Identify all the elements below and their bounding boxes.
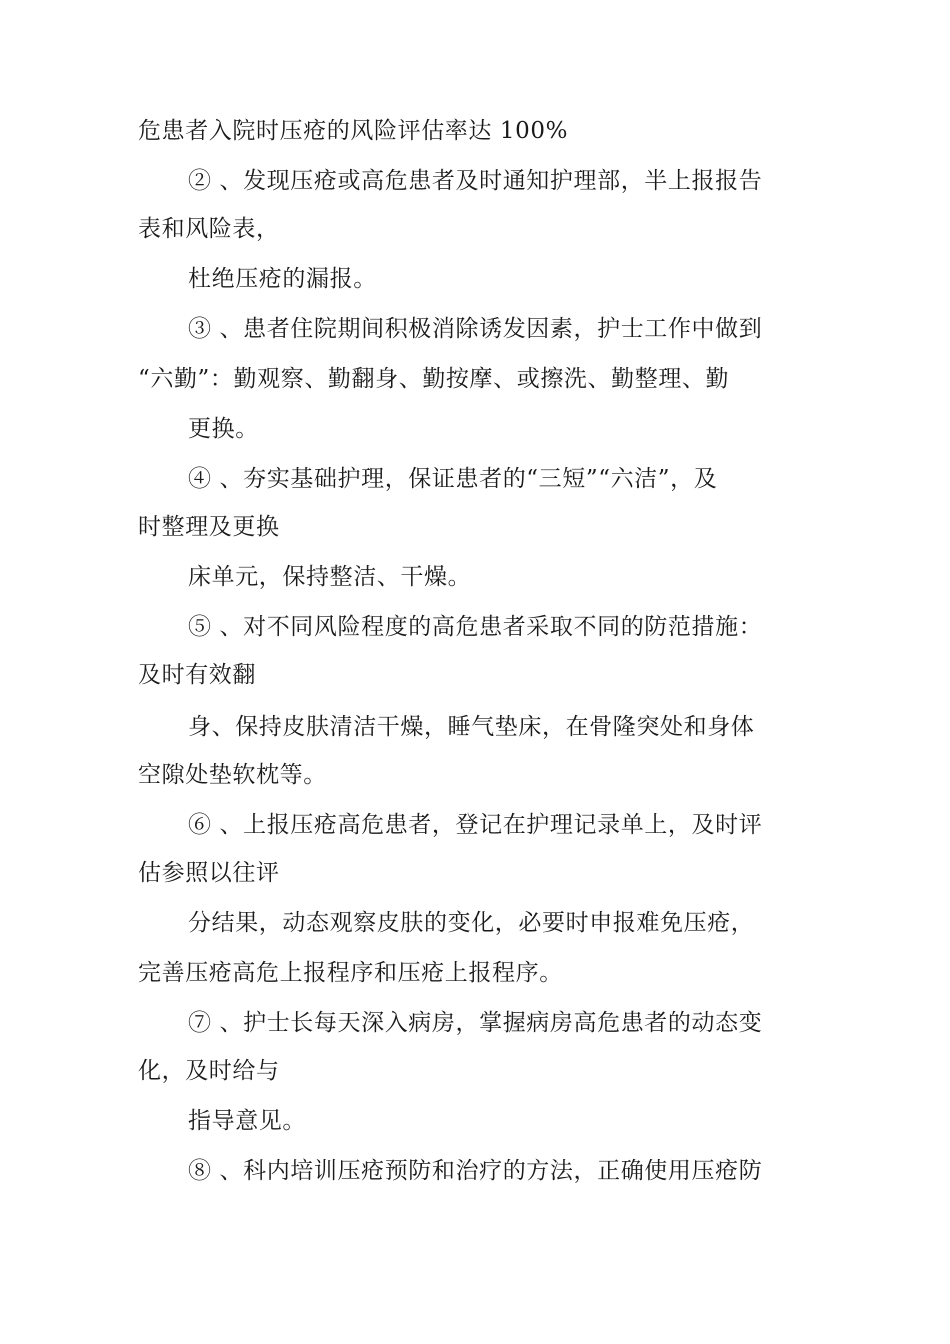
text-line: 化，及时给与	[138, 1058, 280, 1084]
text-line: 完善压疮高危上报程序和压疮上报程序。	[138, 960, 563, 986]
text-line: 身、保持皮肤清洁干燥，睡气垫床，在骨隆突处和身体	[188, 714, 755, 740]
text-line: 更换。	[188, 416, 259, 442]
text-line: ⑧ 、科内培训压疮预防和治疗的方法，正确使用压疮防	[188, 1158, 763, 1184]
text-line: “六勤”：勤观察、勤翻身、勤按摩、或擦洗、勤整理、勤	[138, 366, 730, 392]
text-line: 表和风险表，	[138, 216, 280, 242]
text-line: 空隙处垫软枕等。	[138, 762, 327, 788]
text-line: ④ 、夯实基础护理，保证患者的“三短”“六洁”，及	[188, 466, 718, 492]
text-line: 床单元，保持整洁、干燥。	[188, 564, 472, 590]
text-line: 估参照以往评	[138, 860, 280, 886]
text-line: 指导意见。	[188, 1108, 306, 1134]
text-line: 危患者入院时压疮的风险评估率达 100%	[138, 118, 569, 144]
text-line: 分结果，动态观察皮肤的变化，必要时申报难免压疮，	[188, 910, 755, 936]
text-line: ⑥ 、上报压疮高危患者，登记在护理记录单上，及时评	[188, 812, 763, 838]
text-line: 杜绝压疮的漏报。	[188, 266, 377, 292]
text-line: 时整理及更换	[138, 514, 280, 540]
text-line: ⑤ 、对不同风险程度的高危患者采取不同的防范措施：	[188, 614, 763, 640]
text-line: ③ 、患者住院期间积极消除诱发因素，护士工作中做到	[188, 316, 763, 342]
text-line: ⑦ 、护士长每天深入病房，掌握病房高危患者的动态变	[188, 1010, 763, 1036]
text-line: ② 、发现压疮或高危患者及时通知护理部，半上报报告	[188, 168, 763, 194]
text-line: 及时有效翻	[138, 662, 256, 688]
